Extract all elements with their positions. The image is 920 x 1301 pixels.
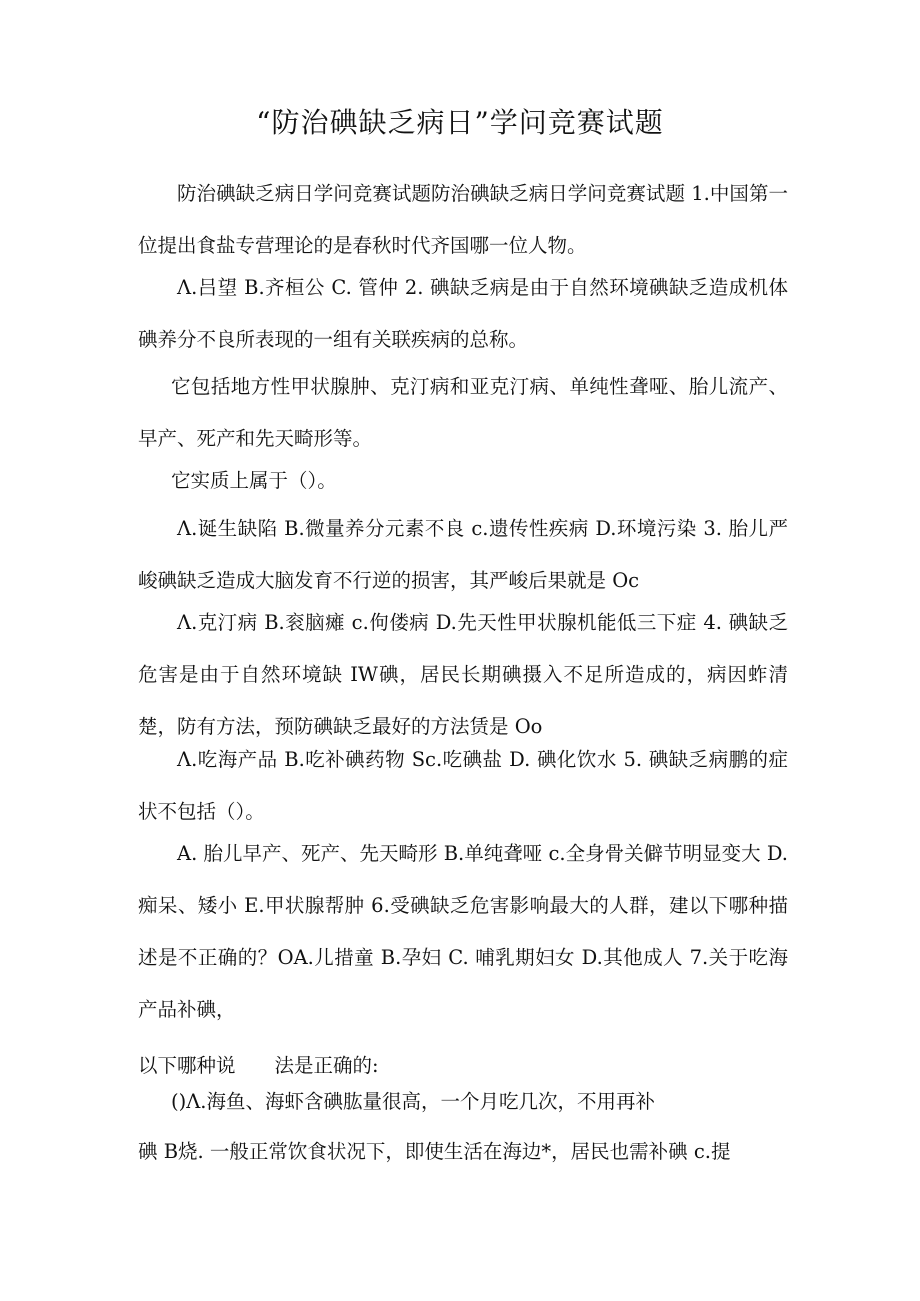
question-1-options-paragraph: Λ.吕望 B.齐桓公 C. 管仲 2. 碘缺乏病是由于自然环境碘缺乏造成机体碘养分不良所表现的一组有关联疾病的总称。 <box>138 276 788 351</box>
question-4-options-paragraph: Λ.吃海产品 B.吃补碘药物 Sc.吃碘盐 D. 碘化饮水 5. 碘缺乏病鹏的症状不包括（）。 <box>138 748 788 823</box>
question-5-options-paragraph: A. 胎儿早产、死产、先天畸形 B.单纯聋哑 c.全身骨关僻节明显变大 D.痴呆、矮小 E.甲状腺帮肿 6.受碘缺乏危害影响最大的人群，建以下哪种描述是不正确的？OA.儿措童 B.孕妇 C. 哺乳期妇女 D.其他成人 7.关于吃海产品补碘， <box>138 842 788 1021</box>
question-3-options-paragraph: Λ.克汀病 B.衮脑瘫 c.佝偻病 D.先天性甲状腺机能低三下症 4. 碘缺乏危害是由于自然环境缺 IW碘，居民长期碘摄入不足所造成的，病因蚱清楚，防有方法，预防碘缺乏最好的方法赁是 Oo <box>138 611 788 738</box>
document-title: “防治碘缺乏病日”学问竞赛试题 <box>256 106 664 139</box>
question-7-prompt-line: 以下哪种说 法是正确的: <box>138 1054 379 1077</box>
question-2-prompt-paragraph: 它实质上属于（）。 <box>171 469 337 492</box>
question-7-option-b-line: 碘 B烧. 一般正常饮食状况下，即使生活在海边*，居民也需补碘 c.提 <box>138 1140 731 1163</box>
question-2-options-paragraph: Λ.诞生缺陷 B.微量养分元素不良 c.遗传性疾病 D.环境污染 3. 胎儿严峻碘缺乏造成大脑发育不行逆的损害，其严峻后果就是 Oc <box>138 517 788 592</box>
question-7-option-a-line: ()Λ.海鱼、海虾含碘肱量很高，一个月吃几次，不用再补 <box>171 1090 655 1113</box>
question-1-paragraph: 防治碘缺乏病日学问竞赛试题防治碘缺乏病日学问竞赛试题 1.中国第一位提出食盐专营理论的是春秋时代齐国哪一位人物。 <box>138 182 788 257</box>
question-2-detail-paragraph: 它包括地方性甲状腺肿、克汀病和亚克汀病、单纯性聋哑、胎儿流产、早产、死产和先天畸形等。 <box>138 375 788 450</box>
